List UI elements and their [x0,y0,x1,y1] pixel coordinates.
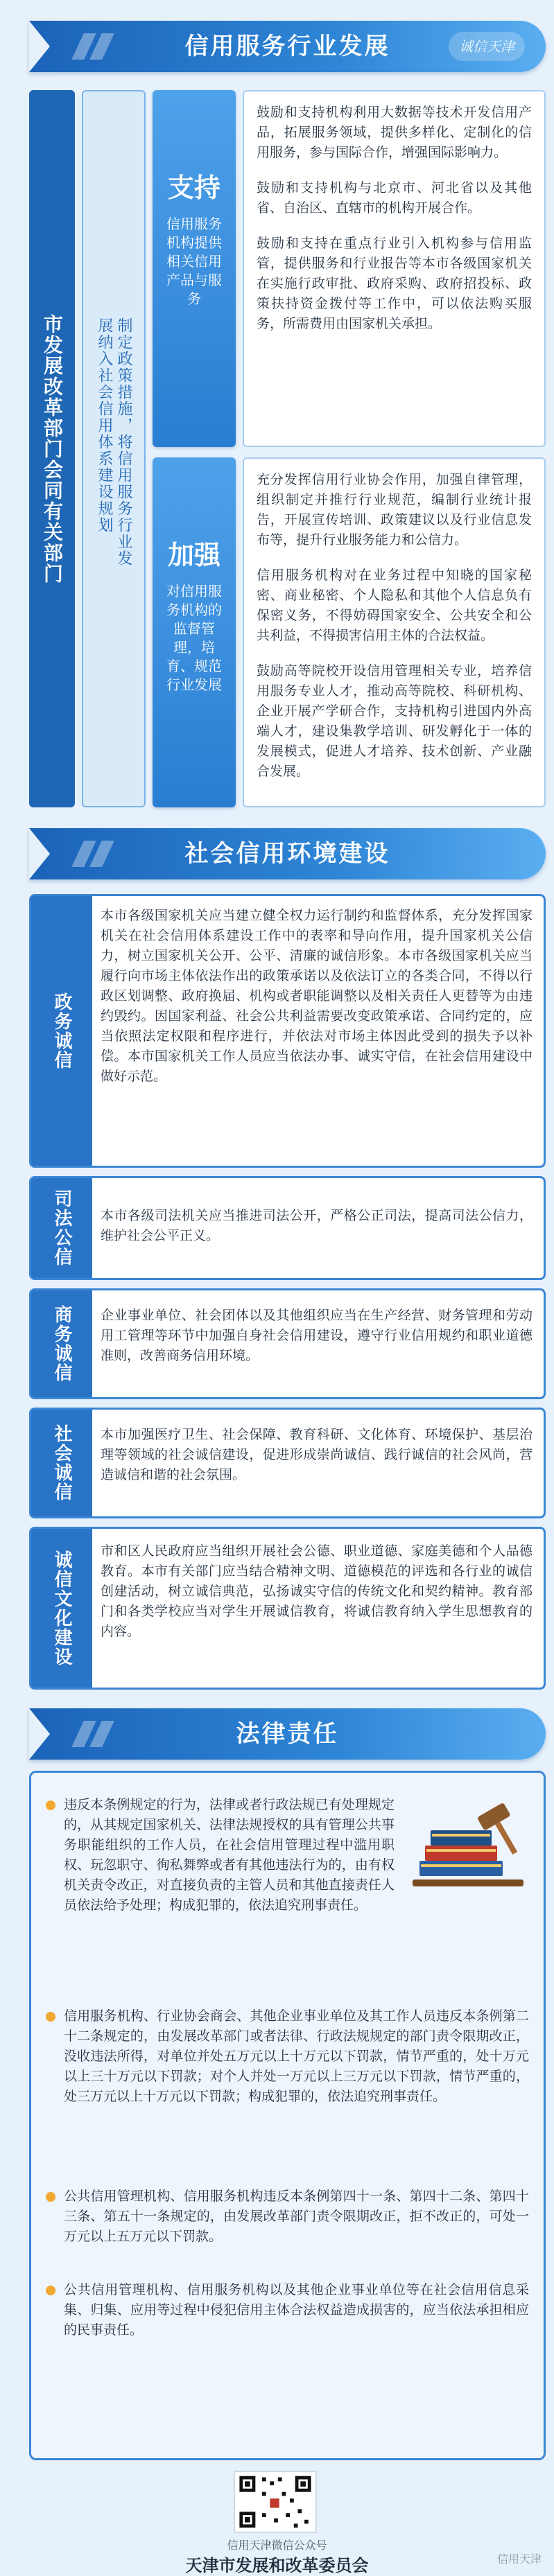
support-paragraph: 鼓励和支持机构利用大数据等技术开发信用产品，拓展服务领域，提供多样化、定制化的信用服务，参与国际合作，增强国际影响力。 [257,105,532,160]
row-label-text: 商务诚信 [51,1305,72,1383]
support-paragraph: 鼓励和支持机构与北京市、河北省以及其他省、自治区、直辖市的机构开展合作。 [257,180,532,216]
row-body: 市和区人民政府应当组织开展社会公德、职业道德、家庭美德和个人品德教育。本市有关部门应当结合精神文明、道德模范的评选和各行业的诚信创建活动，树立诚信典范，弘扬诚实守信的传统文化和契约精神。教育部门和各类学校应当对学生开展诚信教育，将诚信教育纳入学生思想教育的内容。 [101,1543,533,1639]
row-label-text: 诚信文化建设 [51,1550,72,1667]
row-label-text: 社会诚信 [51,1424,72,1502]
qr-code-icon[interactable] [234,2471,317,2533]
support-label: 支持 [167,173,220,203]
strengthen-paragraph: 信用服务机构对在业务过程中知晓的国家秘密、商业秘密、个人隐私和其他个人信息负有保密义务，不得妨碍国家安全、公共安全和公共利益，不得损害信用主体的合法权益。 [257,568,532,643]
row-label [31,1529,92,1688]
liability-text: 信用服务机构、行业协会商会、其他企业事业单位及其工作人员违反本条例第二十二条规定的，由发展改革部门或者法律、行政法规规定的部门责令限期改正，没收违法所得，对单位并处五万元以上十万元以下罚款，情节严重的，处十万元以上三十万元以下罚款；对个人并处一万元以上三万元以下罚款，情节严重的，处三万元以上十万元以下罚款；构成犯罪的，依法追究刑事责任。 [64,2008,529,2104]
watermark: 信用天津 [496,2552,542,2566]
strengthen-block [153,457,236,807]
judicial-row [29,1176,546,1280]
business-row [29,1288,546,1399]
liability-item [46,2187,529,2247]
policy-label [82,90,146,807]
liability-text: 公共信用管理机构、信用服务机构违反本条例第四十一条、第四十二条、第四十三条、第五十一条规定的，由发展改革部门责令限期改正，拒不改正的，可处一万元以上五万元以下罚款。 [64,2189,529,2244]
qr-caption: 信用天津微信公众号 [227,2539,327,2552]
liability-item [46,2280,529,2340]
law-books-gavel-icon [406,1795,530,1899]
main-authority-label [29,90,75,807]
row-body: 本市加强医疗卫生、社会保障、教育科研、文化体育、环境保护、基层治理等领域的社会诚信建设，促进形成崇尚诚信、践行诚信的社会风尚，营造诚信和谐的社会氛围。 [101,1427,533,1482]
section1-banner [29,21,546,72]
banner-decor-text: 诚信天津 [459,38,514,55]
row-label [31,1410,92,1516]
social-row [29,1408,546,1518]
section1-title: 信用服务行业发展 [184,33,390,60]
bullet-icon [46,1800,55,1810]
liability-text: 违反本条例规定的行为，法律或者行政法规已有处理规定的，从其规定国家机关、法律法规授权的具有管理公共事务职能组织的工作人员，在社会信用管理过程中滥用职权、玩忽职守、徇私舞弊或者有其他违法行为的，由有权机关责令改正，对直接负责的主管人员和其他直接责任人员依法给予处理；构成犯罪的，依法追究刑事责任。 [64,1797,395,1913]
liability-item [46,2006,529,2107]
row-label-text: 政务诚信 [51,992,72,1070]
section2-banner [29,828,546,879]
row-label [31,1290,92,1397]
strengthen-paragraph: 鼓励高等院校开设信用管理相关专业，培养信用服务专业人才，推动高等院校、科研机构、企业开展产学研合作，支持机构引进国内外高端人才，建设集教学培训、研发孵化于一体的发展模式，促进人才培养、技术创新、产业融合发展。 [257,663,532,779]
support-desc: 信用服务机构提供相关信用产品与服务 [166,216,222,307]
liability-item [46,1795,395,1916]
bullet-icon [46,2192,55,2202]
strengthen-desc: 对信用服务机构的监督管理，培育、规范行业发展 [166,583,222,693]
row-body: 本市各级司法机关应当推进司法公开，严格公正司法，提高司法公信力，维护社会公平正义。 [101,1208,533,1243]
support-textbox [243,90,546,447]
section3-title: 法律责任 [236,1720,339,1748]
row-body: 企业事业单位、社会团体以及其他组织应当在生产经营、财务管理和劳动用工管理等环节中加强自身社会信用建设，遵守行业信用规约和职业道德准则，改善商务信用环境。 [101,1308,533,1363]
strengthen-textbox [243,457,546,807]
section2-title: 社会信用环境建设 [184,840,390,868]
policy-text: 制定政策措施，将信用服务行业发展纳入社会信用体系建设规划 [96,317,132,567]
liability-text: 公共信用管理机构、信用服务机构以及其他企业事业单位等在社会信用信息采集、归集、应用等过程中侵犯信用主体合法权益造成损害的，应当依法承担相应的民事责任。 [64,2282,529,2338]
culture-row [29,1527,546,1690]
strengthen-paragraph: 充分发挥信用行业协会作用，加强自律管理，组织制定并推行行业规范，编制行业统计报告，开展宣传培训、政策建议以及行业信息发布等，提升行业服务能力和公信力。 [257,472,532,547]
bullet-icon [46,2012,55,2022]
strengthen-label: 加强 [167,540,220,570]
row-label [31,896,92,1166]
section3-banner [29,1708,546,1760]
org-name: 天津市发展和改革委员会 [185,2556,369,2575]
row-label-text: 司法公信 [51,1189,72,1267]
main-authority-text: 市发展改革部门会同有关部门 [41,313,64,584]
row-body: 本市各级国家机关应当建立健全权力运行制约和监督体系，充分发挥国家机关在社会信用体系建设工作中的表率和导向作用，提升国家机关公信力，树立国家机关公开、公平、清廉的诚信形象。本市各级国家机关应当履行向市场主体依法作出的政策承诺以及依法订立的各类合同，不得以行政区划调整、政府换届、机构或者职能调整以及相关责任人更替等为由违约毁约。因国家利益、社会公共利益需要改变政策承诺、合同约定的，应当依照法定权限和程序进行，并依法对市场主体因此受到的损失予以补偿。本市国家机关工作人员应当依法办事、诚实守信，在社会信用建设中做好示范。 [101,908,533,1084]
banner-decor [449,32,525,61]
gov-integrity-row [29,894,546,1168]
support-paragraph: 鼓励和支持在重点行业引入机构参与信用监管，提供服务和行业报告等本市各级国家机关在实施行政审批、政府采购、政府招投标、政策扶持资金拨付等工作中，可以依法购买服务，所需费用由国家机关承担。 [257,236,532,331]
support-block [153,90,236,447]
bullet-icon [46,2286,55,2295]
row-label [31,1178,92,1278]
